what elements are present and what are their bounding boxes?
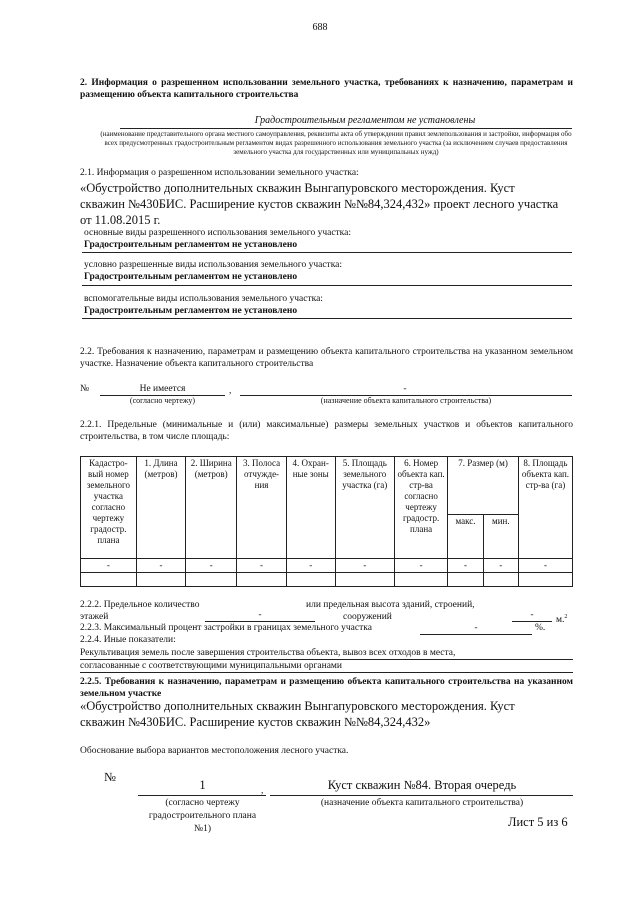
section-2-2-5-project: «Обустройство дополнительных скважин Вынгапуровского месторождения. Куст скважин №430БИС. Расширение кустов скважин №№84,324,432» xyxy=(80,699,515,729)
auxiliary-use-label: вспомогательные виды использования земельного участка: xyxy=(84,294,323,304)
section-2-2-text: 2.2. Требования к назначению, параметрам и размещению объекта капитального строительства на указанном земельном участке. Назначение объекта капитального строительства xyxy=(80,347,573,369)
structures-value: - xyxy=(530,610,534,620)
col-length: 1. Длина (метров) xyxy=(136,457,185,559)
cell: - xyxy=(483,559,518,573)
table-row xyxy=(81,559,573,573)
floors-value: - xyxy=(258,610,262,620)
footer-object-name: Куст скважин №84. Вторая очередь xyxy=(327,778,517,792)
cell: - xyxy=(518,559,572,573)
section-2-2-2-label2: или предельная высота зданий, строений, xyxy=(306,600,475,610)
col-land-area: 5. Площадь земельного участка (га) xyxy=(335,457,394,559)
col-exclusion-strip: 3. Полоса отчужде-ния xyxy=(237,457,287,559)
regulation-caption: (наименование представительного органа местного самоуправления, реквизиты акта об утверждении правил землепользования и застройки, информация обо всех предусмотренных градостроительным регламентом видах разрешенного использования земельного участка (за исключением случаев предоставления земельного участка для государственных или муниципальных нужд) xyxy=(100,130,572,156)
rationale-text: Обоснование выбора вариантов местоположения лесного участка. xyxy=(80,746,349,756)
col-cadastral: Кадастро-вый номер земельного участка согласно чертежу градостр. плана xyxy=(81,457,137,559)
col-object-number: 6. Номер объекта кап. стр-ва согласно чертежу градостр. плана xyxy=(394,457,447,559)
cell: - xyxy=(335,559,394,573)
auxiliary-use-value: Градостроительным регламентом не установлено xyxy=(84,306,298,316)
regulation-field: Градостроительным регламентом не установлены xyxy=(254,115,476,126)
floors-label: этажей xyxy=(80,612,109,622)
cell: - xyxy=(286,559,335,573)
number-sign: № xyxy=(80,384,90,394)
col-size: 7. Размер (м) xyxy=(448,457,519,515)
footer-comma: , xyxy=(261,786,264,796)
cell: - xyxy=(81,559,137,573)
other-indicators-1: Рекультивация земель после завершения строительства объекта, вывоз всех отходов в места, xyxy=(80,648,456,658)
cell: - xyxy=(136,559,185,573)
percent-unit: %. xyxy=(535,623,546,633)
footer-caption-drawing: (согласно чертежу градостроительного плана №1) xyxy=(148,798,257,834)
main-use-value: Градостроительным регламентом не установлено xyxy=(84,240,298,250)
main-use-label: основные виды разрешенного использования земельного участка: xyxy=(84,228,352,238)
section-2-heading: 2. Информация о разрешенном использовании земельного участка, требованиях к назначению, параметрам и размещению объекта капитального строительства xyxy=(80,78,573,100)
conditional-use-value: Градостроительным регламентом не установлено xyxy=(84,272,298,282)
cell: - xyxy=(448,559,483,573)
section-2-2-5-heading: 2.2.5. Требования к назначению, параметрам и размещению объекта капитального строительства на указанном земельном участке xyxy=(80,677,573,699)
unit-sup: 2 xyxy=(564,614,568,620)
unit-m: м. xyxy=(556,615,565,626)
caption-purpose: (назначение объекта капитального строительства) xyxy=(320,396,492,405)
footer-number-sign: № xyxy=(104,770,116,784)
object-number: Не имеется xyxy=(139,384,186,394)
col-size-max: макс. xyxy=(448,515,483,559)
caption-drawing: (согласно чертежу) xyxy=(129,396,196,405)
cell: - xyxy=(186,559,237,573)
other-indicators-2: согласованные с соответствующими муниципальными органами xyxy=(80,661,343,671)
footer-caption-purpose: (назначение объекта капитального строительства) xyxy=(320,798,524,808)
col-object-area: 8. Площадь объекта кап. стр-ва (га) xyxy=(518,457,572,559)
page-number: 688 xyxy=(312,22,328,33)
structures-label: сооружений xyxy=(343,612,392,622)
comma: , xyxy=(229,386,232,396)
object-name: - xyxy=(403,384,407,394)
cell: - xyxy=(237,559,287,573)
dimensions-table xyxy=(80,456,573,587)
section-2-2-1-text: 2.2.1. Предельные (минимальные и (или) максимальные) размеры земельных участков и объектов капитального строительства, в том числе площадь: xyxy=(80,420,573,442)
section-2-2-2-label: 2.2.2. Предельное количество xyxy=(80,600,200,610)
section-2-1-project: «Обустройство дополнительных скважин Вынгапуровского месторождения. Куст скважин №430БИС. Расширение кустов скважин №№84,324,432» проект лесного участка от 11.08.2015 г. xyxy=(80,181,559,227)
section-2-1-title: 2.1. Информация о разрешенном использовании земельного участка: xyxy=(80,168,359,178)
cell: - xyxy=(394,559,447,573)
footer-number: 1 xyxy=(199,778,206,792)
col-width: 2. Ширина (метров) xyxy=(186,457,237,559)
section-2-2-4-label: 2.2.4. Иные показатели: xyxy=(80,635,176,645)
conditional-use-label: условно разрешенные виды использования земельного участка: xyxy=(84,260,343,270)
col-size-min: мин. xyxy=(483,515,518,559)
sheet-number: Лист 5 из 6 xyxy=(508,815,568,829)
col-protected-zones: 4. Охран-ные зоны xyxy=(286,457,335,559)
table-row-empty xyxy=(81,573,573,587)
build-percent-value: - xyxy=(474,623,478,633)
section-2-2-3-label: 2.2.3. Максимальный процент застройки в границах земельного участка xyxy=(80,623,372,633)
